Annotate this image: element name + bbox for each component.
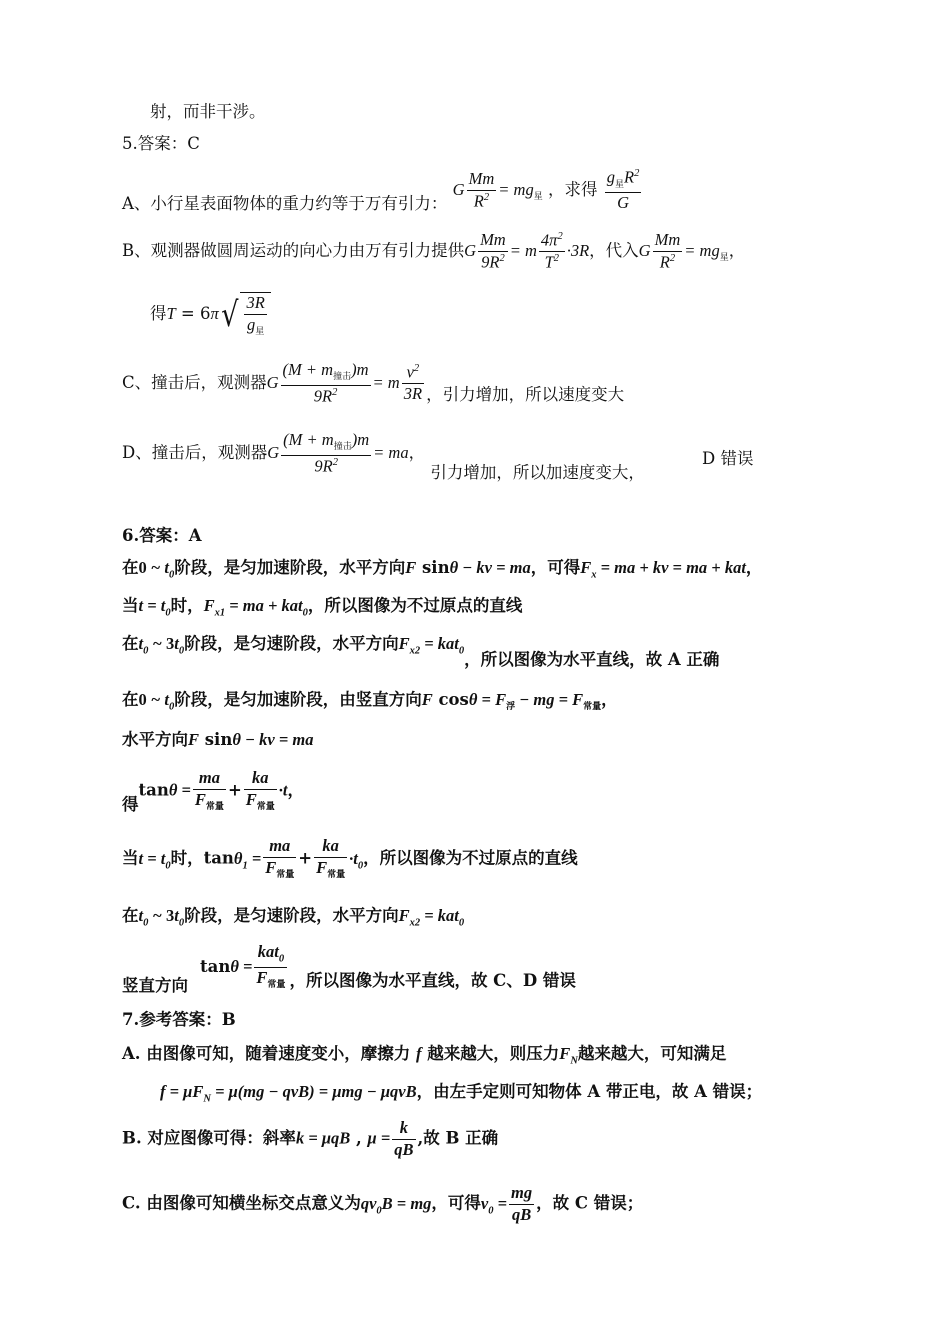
text-line: B. 对应图像可得：斜率k = μqB , μ = $\frac{k}{qB}$ ,故 B 正确: [122, 1118, 499, 1159]
text-line: 在0 ~ $t_0$阶段，是匀加速阶段，由竖直方向F $\cos\theta = F_浮$ − mg = $F_{常量}$，: [122, 690, 618, 713]
text-line: 射，而非干涉。: [150, 102, 266, 121]
text-line: tanθ = $\frac{kat_0}{F_{常量}}$ ，所以图像为水平直线，故 C、D 错误: [200, 942, 576, 991]
text-line: 在$t_0$ ~ $3t_0$阶段，是匀速阶段，水平方向$F_{x2} = kat_0$: [122, 906, 465, 929]
text-line: 在0 ~ $t_0$阶段，是匀加速阶段，水平方向F sinθ − kv = ma，可得$F_x$ = ma + kv = ma + kat，: [122, 558, 763, 581]
text-line: 水平方向F sinθ − kv = ma: [122, 730, 314, 749]
answer-heading-5: 5.答案：C: [122, 134, 200, 153]
option-c-line: C、撞击后，观测器G $\frac{(M + m_{撞击})m}{9R^2}$ = m $\frac{v^2}{3R}$ ，引力增加，所以速度变大: [122, 360, 625, 406]
text-line: 在$t_0$ ~ $3t_0$阶段，是匀速阶段，水平方向$F_{x2} = kat_0$，所以图像为水平直线，故 A 正确: [122, 634, 720, 669]
text-line: 当$t = t_0$时，$F_{x1}$ = ma + kat$_0$，所以图像为不过原点的直线: [122, 596, 523, 619]
option-a-line: A、小行星表面物体的重力约等于万有引力： G $\frac{Mm}{R^2}$ = $mg_星$ ，求得 $\frac{g_星R^2}{G}$: [122, 167, 640, 213]
option-b-line: B、观测器做圆周运动的向心力由万有引力提供G $\frac{Mm}{9R^2}$ = m $\frac{4\pi^2}{T^2}$ ·3R，代入G $\frac{Mm}{R^2}$ = $mg_星$，: [122, 230, 746, 272]
answer-heading-7: 7.参考答案：B: [122, 1010, 236, 1029]
text-line: 得tanθ = $\frac{ma}{F_{常量}}$ + $\frac{ka}{F_{常量}}$ ·t，: [122, 768, 305, 814]
text-line: $f = \mu F_N = \mu(mg - qvB) = \mu mg - \mu qvB$，由左手定则可知物体 A 带正电，故 A 错误；: [160, 1082, 763, 1105]
option-d-verdict: D 错误: [702, 449, 754, 468]
option-b-result: 得T = 6π√ $\frac{3R}{g_星}$: [150, 292, 271, 337]
text-line: A. 由图像可知，随着速度变小，摩擦力 f 越来越大，则压力$F_N$越来越大，可知满足: [122, 1044, 727, 1067]
text-line: C. 由图像可知横坐标交点意义为$qv_0B$ = mg，可得$v_0$ = $\frac{mg}{qB}$ ，故 C 错误；: [122, 1183, 644, 1224]
text-line: 竖直方向: [122, 976, 188, 995]
text-line: 当$t = t_0$时，tanθ$_1$ = $\frac{ma}{F_{常量}}$ + $\frac{ka}{F_{常量}}$ $\cdot t_0$，所以图像为不过原点的直线: [122, 836, 578, 880]
option-d-line: D、撞击后，观测器G $\frac{(M + m_{撞击})m}{9R^2}$ = ma， 引力增加，所以加速度变大，: [122, 430, 645, 482]
answer-heading-6: 6.答案：A: [122, 526, 202, 545]
